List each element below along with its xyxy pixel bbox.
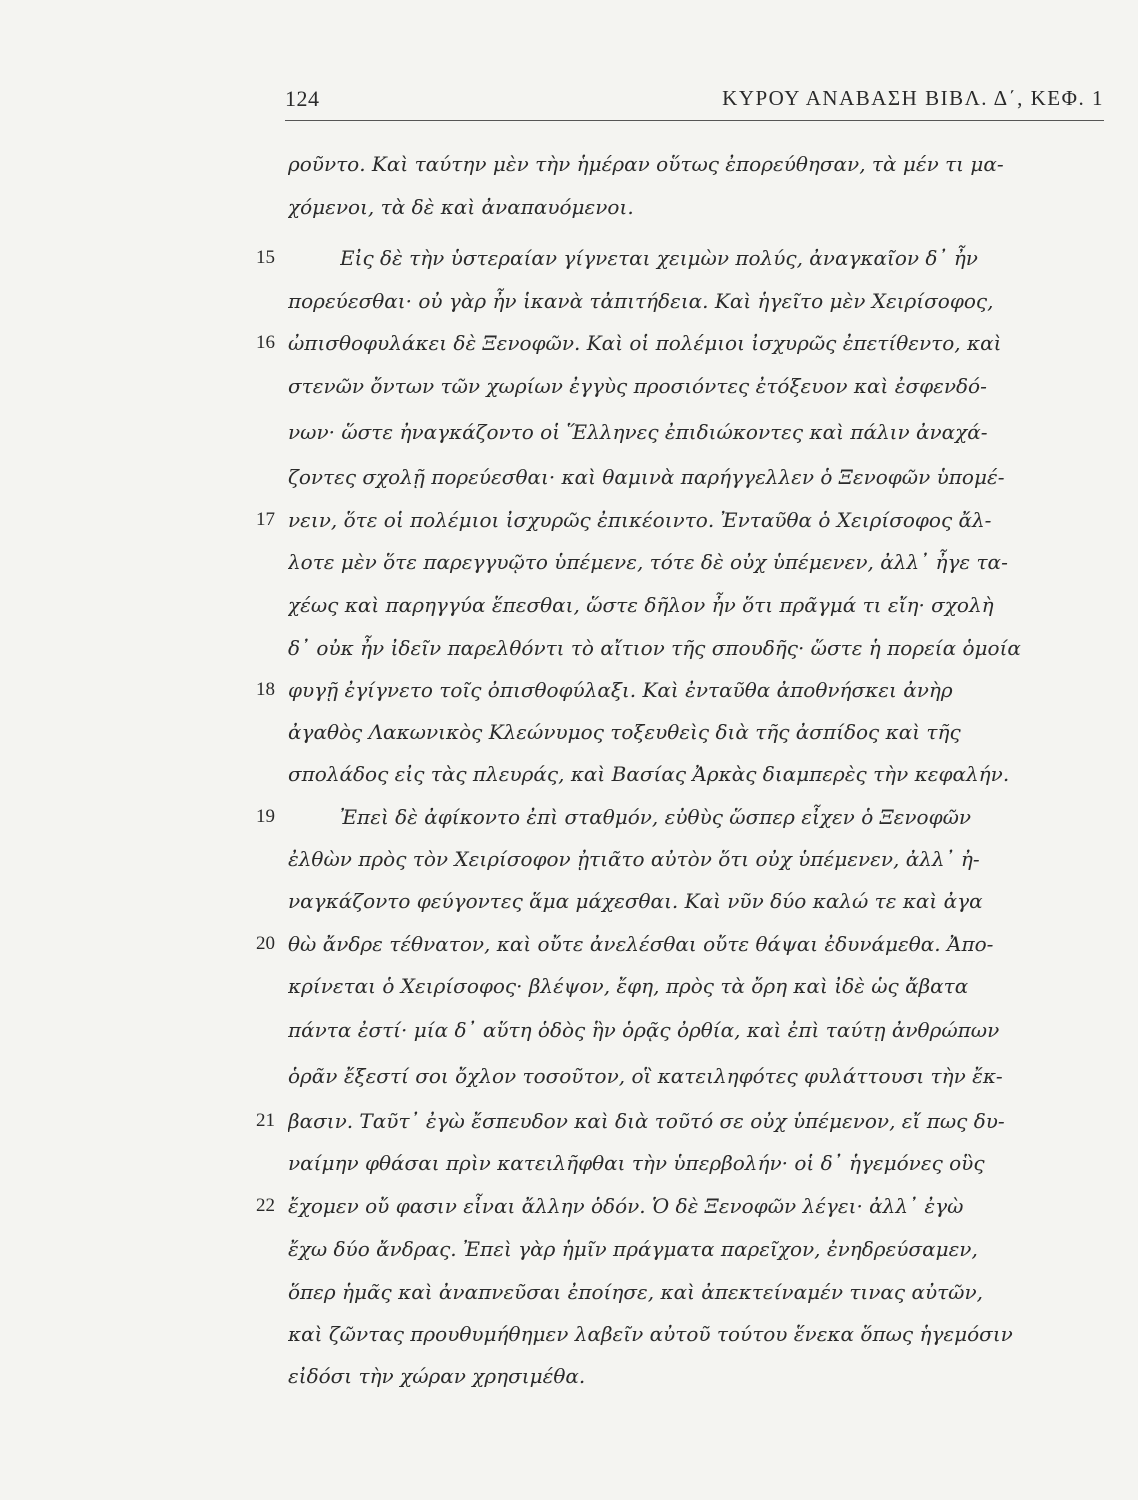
text-line: στενῶν ὄντων τῶν χωρίων ἐγγὺς προσιόντες ἐτόξευον καὶ ἐσφενδό- bbox=[288, 374, 987, 398]
text-line: φυγῇ ἐγίγνετο τοῖς ὀπισθοφύλαξι. Καὶ ἐνταῦθα ἀποθνήσκει ἀνὴρ bbox=[288, 678, 953, 702]
text-line: ναίμην φθάσαι πρὶν κατειλῆφθαι τὴν ὑπερβολήν· οἱ δ᾽ ἡγεμόνες οὓς bbox=[288, 1151, 985, 1175]
text-line: ροῦντο. Καὶ ταύτην μὲν τὴν ἡμέραν οὕτως ἐπορεύθησαν, τὰ μέν τι μα- bbox=[288, 152, 1004, 176]
line-number: 18 bbox=[256, 679, 275, 700]
text-line: νων· ὥστε ἠναγκάζοντο οἱ Ἕλληνες ἐπιδιώκοντες καὶ πάλιν ἀναχά- bbox=[288, 420, 988, 444]
line-number: 20 bbox=[256, 933, 275, 954]
text-line: κρίνεται ὁ Χειρίσοφος· βλέψον, ἔφη, πρὸς τὰ ὄρη καὶ ἰδὲ ὡς ἄβατα bbox=[288, 974, 969, 998]
text-line: σπολάδος εἰς τὰς πλευράς, καὶ Βασίας Ἀρκὰς διαμπερὲς τὴν κεφαλήν. bbox=[288, 762, 1010, 786]
line-number: 16 bbox=[256, 332, 275, 353]
line-number: 22 bbox=[256, 1195, 275, 1216]
text-line: εἰδόσι τὴν χώραν χρησιμέθα. bbox=[288, 1364, 586, 1388]
text-line: λοτε μὲν ὅτε παρεγγυῷτο ὑπέμενε, τότε δὲ οὐχ ὑπέμενεν, ἀλλ᾽ ἦγε τα- bbox=[288, 550, 1008, 574]
text-line: ὅπερ ἡμᾶς καὶ ἀναπνεῦσαι ἐποίησε, καὶ ἀπεκτείναμέν τινας αὐτῶν, bbox=[288, 1280, 984, 1304]
line-number: 19 bbox=[256, 806, 275, 827]
text-line: δ᾽ οὐκ ἦν ἰδεῖν παρελθόντι τὸ αἴτιον τῆς σπουδῆς· ὥστε ἡ πορεία ὁμοία bbox=[288, 636, 1021, 660]
text-line: ἐλθὼν πρὸς τὸν Χειρίσοφον ᾐτιᾶτο αὐτὸν ὅτι οὐχ ὑπέμενεν, ἀλλ᾽ ἠ- bbox=[288, 847, 980, 871]
text-line: ἔχομεν οὔ φασιν εἶναι ἄλλην ὁδόν. Ὁ δὲ Ξενοφῶν λέγει· ἀλλ᾽ ἐγὼ bbox=[288, 1194, 964, 1218]
text-line: ἀγαθὸς Λακωνικὸς Κλεώνυμος τοξευθεὶς διὰ τῆς ἀσπίδος καὶ τῆς bbox=[288, 720, 961, 744]
text-line: θὼ ἄνδρε τέθνατον, καὶ οὔτε ἀνελέσθαι οὔτε θάψαι ἐδυνάμεθα. Ἀπο- bbox=[288, 932, 994, 956]
page-number: 124 bbox=[285, 86, 320, 111]
line-number: 17 bbox=[256, 509, 275, 530]
text-line: ζοντες σχολῇ πορεύεσθαι· καὶ θαμινὰ παρήγγελλεν ὁ Ξενοφῶν ὑπομέ- bbox=[288, 465, 1005, 489]
text-line: ναγκάζοντο φεύγοντες ἅμα μάχεσθαι. Καὶ νῦν δύο καλώ τε καὶ ἀγα bbox=[288, 889, 983, 913]
text-line: χόμενοι, τὰ δὲ καὶ ἀναπαυόμενοι. bbox=[288, 195, 634, 219]
text-line: πάντα ἐστί· μία δ᾽ αὕτη ὁδὸς ἣν ὁρᾷς ὀρθία, καὶ ἐπὶ ταύτῃ ἀνθρώπων bbox=[288, 1018, 1000, 1042]
text-line: χέως καὶ παρηγγύα ἕπεσθαι, ὥστε δῆλον ἦν ὅτι πρᾶγμά τι εἴη· σχολὴ bbox=[288, 593, 994, 617]
text-line: καὶ ζῶντας προυθυμήθημεν λαβεῖν αὐτοῦ τούτου ἕνεκα ὅπως ἡγεμόσιν bbox=[288, 1322, 1013, 1346]
text-line: ὠπισθοφυλάκει δὲ Ξενοφῶν. Καὶ οἱ πολέμιοι ἰσχυρῶς ἐπετίθεντο, καὶ bbox=[288, 331, 1002, 355]
running-head: ΚΥΡΟΥ ΑΝΑΒΑΣΗ ΒΙΒΛ. Δ΄, ΚΕΦ. 1 bbox=[722, 86, 1104, 110]
text-line: ἔχω δύο ἄνδρας. Ἐπεὶ γὰρ ἡμῖν πράγματα παρεῖχον, ἐνηδρεύσαμεν, bbox=[288, 1237, 978, 1261]
text-line: Εἰς δὲ τὴν ὑστεραίαν γίγνεται χειμὼν πολύς, ἀναγκαῖον δ᾽ ἦν bbox=[340, 246, 978, 270]
text-line: νειν, ὅτε οἱ πολέμιοι ἰσχυρῶς ἐπικέοιντο. Ἐνταῦθα ὁ Χειρίσοφος ἄλ- bbox=[288, 508, 992, 532]
text-line: βασιν. Ταῦτ᾽ ἐγὼ ἔσπευδον καὶ διὰ τοῦτό σε οὐχ ὑπέμενον, εἴ πως δυ- bbox=[288, 1109, 1005, 1133]
text-line: Ἐπεὶ δὲ ἀφίκοντο ἐπὶ σταθμόν, εὐθὺς ὥσπερ εἶχεν ὁ Ξενοφῶν bbox=[340, 805, 972, 829]
text-line: πορεύεσθαι· οὐ γὰρ ἦν ἱκανὰ τἀπιτήδεια. Καὶ ἡγεῖτο μὲν Χειρίσοφος, bbox=[288, 289, 994, 313]
text-line: ὁρᾶν ἔξεστί σοι ὄχλον τοσοῦτον, οἳ κατειληφότες φυλάττουσι τὴν ἔκ- bbox=[288, 1064, 1003, 1088]
line-number: 21 bbox=[256, 1110, 275, 1131]
line-number: 15 bbox=[256, 247, 275, 268]
